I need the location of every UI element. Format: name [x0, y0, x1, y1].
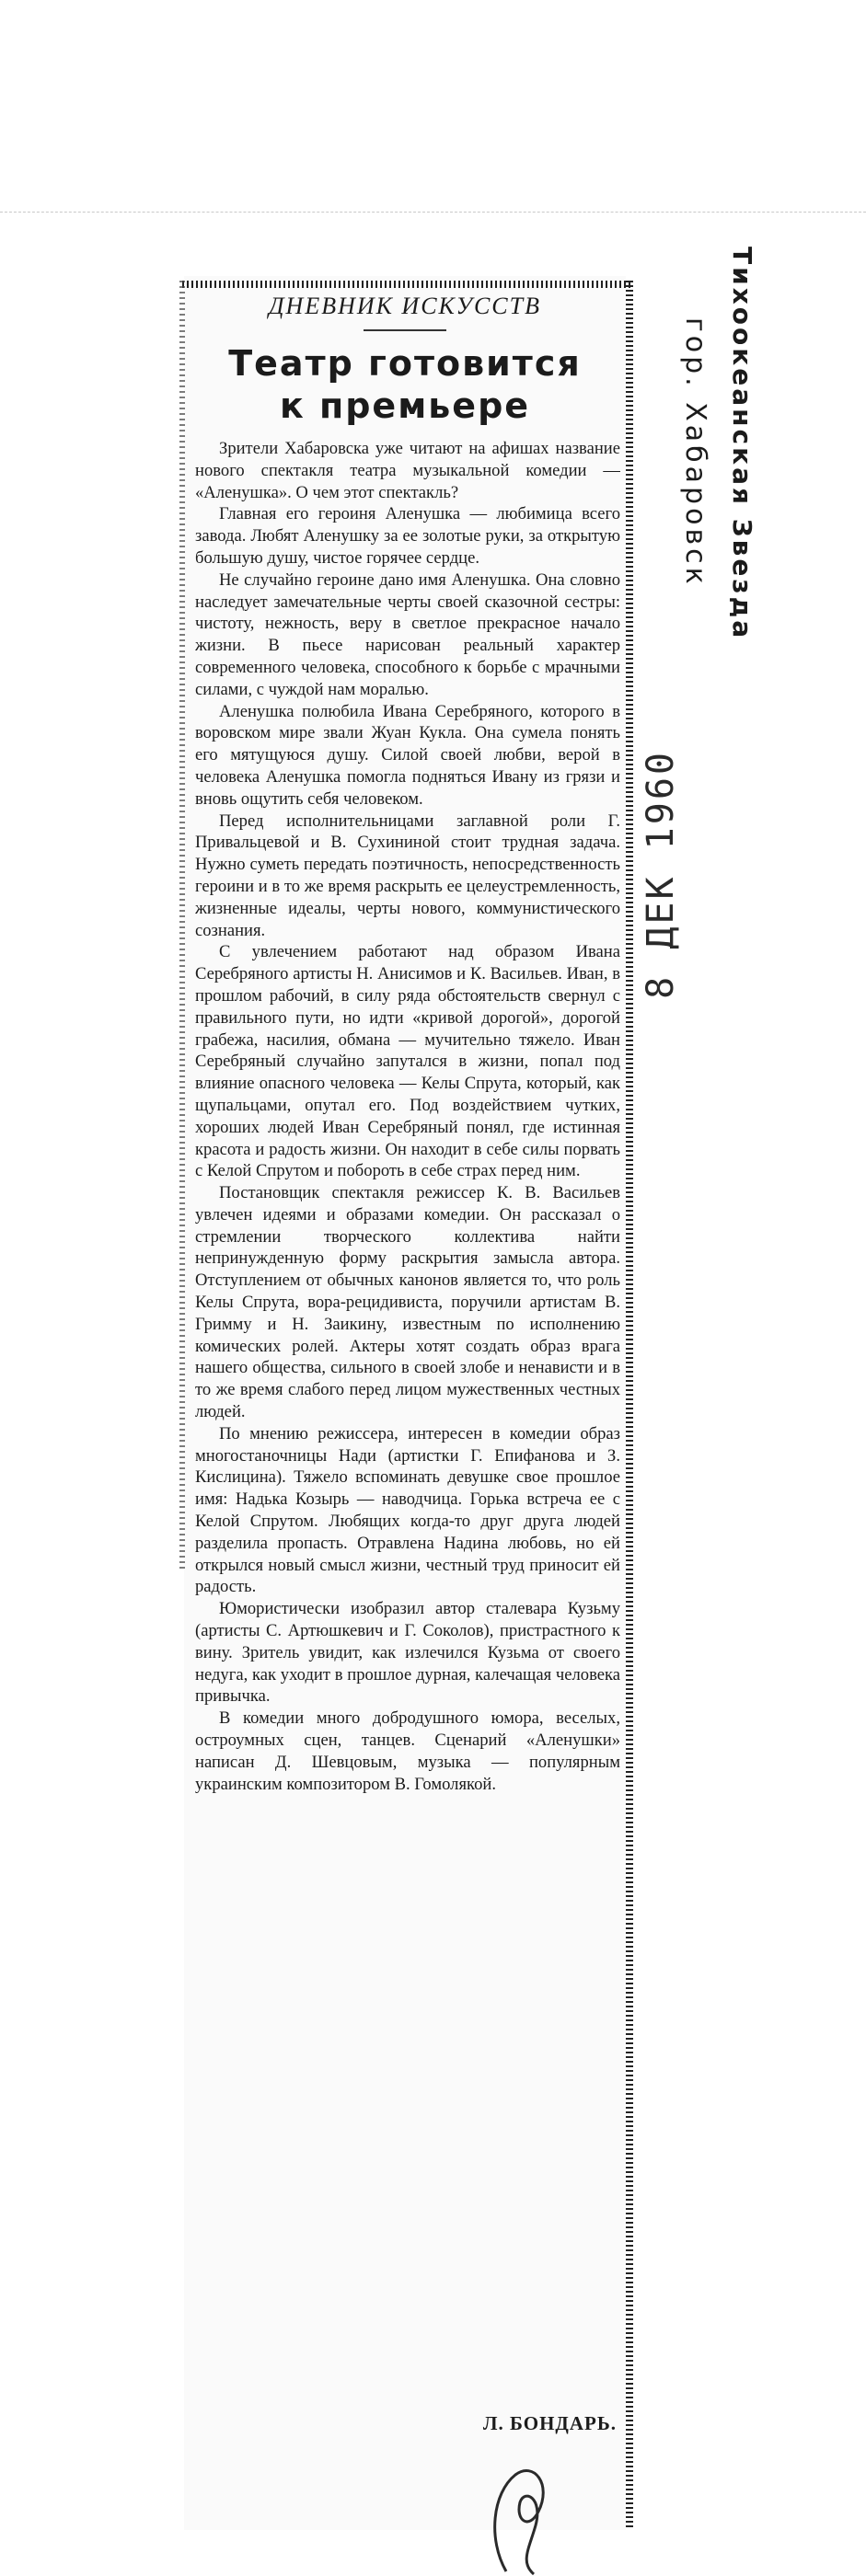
headline-line-2: к премьере: [279, 385, 531, 426]
city-stamp: гор. Хабаровск: [679, 317, 711, 588]
paragraph: По мнению режиссера, интересен в комедии образ многостаночницы Нади (артистки Г. Епифанова и З. Кислицина). Тяжело вспоминать девушке свое прошлое имя: Надька Козырь — наводчица. Горька встреча ее с Келой Спрутом. Любящих когда-то друг друга людей разделила пропасть. Отравлена Надина любовь, но ей открылся новый смысл жизни, честный труд приносит ей радость.: [195, 1423, 620, 1597]
paragraph: С увлечением работают над образом Ивана Серебряного артисты Н. Анисимов и К. Васильев. Иван, в прошлом рабочий, в силу ряда обстоятельств свернул с правильного пути, но идти «кривой дорогой», дорогой грабежа, насилия, обмана — мучительно тяжело. Иван Серебряный случайно запутался в жизни, попал под влияние опасного человека — Келы Спрута, который, как щупальцами, опутал его. Под воздействием чутких, хороших людей Иван Серебряный понял, где истинная красота и радость жизни. Он находит в себе силы порвать с Келой Спрутом и побороть в себе страх перед ним.: [195, 942, 620, 1181]
article-body: [195, 438, 620, 2398]
paragraph: Зрители Хабаровска уже читают на афишах название нового спектакля театра музыкальной комедии — «Аленушка». О чем этот спектакль?: [195, 439, 620, 502]
rubric-title: ДНЕВНИК ИСКУССТВ: [269, 293, 541, 319]
paragraph: Перед исполнительницами заглавной роли Г. Привальцевой и В. Сухининой стоит трудная задача. Нужно суметь передать поэтичность, непосредственность героини и в то же время раскрыть ее целеустремленность, жизненные идеалы, черты нового, коммунистического сознания.: [195, 811, 620, 940]
clipping-border-right: [626, 281, 633, 2530]
paragraph: Не случайно героине дано имя Аленушка. Она словно наследует замечательные черты своей сказочной сестры: чистоту, нежность, веру в светлое прекрасное начало жизни. В пьесе нарисован реальный характер современного человека, способного к борьбе с мрачными силами, с чуждой нам моралью.: [195, 569, 620, 699]
scan-page-edge: [0, 212, 866, 214]
clipping-border-left: [179, 281, 185, 1569]
article-headline: [189, 342, 621, 427]
paragraph: Постановщик спектакля режиссер К. В. Васильев увлечен идеями и образами комедии. Он рассказал о стремлении творческого коллектива найти непринужденную форму раскрытия замысла автора. Отступлением от обычных канонов является то, что роль Келы Спрута, вора-рецидивиста, поручили артистам В. Гримму и Н. Заикину, известным по исполнению комических ролей. Актеры хотят создать образ врага нашего общества, сильного в своей злобе и ненависти и в то же время слабого перед лицом мужественных честных людей.: [195, 1183, 620, 1422]
rubric-divider: [364, 329, 446, 331]
handwritten-mark-icon: [479, 2456, 561, 2576]
date-stamp: 8 ДЕК 1960: [640, 750, 682, 999]
author-signature: Л. БОНДАРЬ.: [482, 2412, 617, 2434]
newspaper-name-stamp: Тихоокеанская Звезда: [727, 247, 757, 641]
headline-line-1: Театр готовится: [228, 343, 582, 384]
paragraph: Главная его героиня Аленушка — любимица всего завода. Любят Аленушку за ее золотые руки, за открытую большую душу, чистое горячее сердце.: [195, 504, 620, 568]
paragraph: Аленушка полюбила Ивана Серебряного, которого в воровском мире звали Жуан Кукла. Она сумела понять его мятущуюся душу. Силой своей любви, верой в человека Аленушка помогла подняться Ивану из грязи и вновь ощутить себя человеком.: [195, 701, 620, 809]
paragraph: Юмористически изобразил автор сталевара Кузьму (артисты С. Артюшкевич и Г. Соколов), пристрастного к вину. Зритель увидит, как излечился Кузьма от своего недуга, как уходит в прошлое дурная, калечащая человека привычка.: [195, 1599, 620, 1707]
clipping-border-top: [182, 281, 633, 288]
paragraph: В комедии много добродушного юмора, веселых, остроумных сцен, танцев. Сценарий «Аленушки» написан Д. Шевцовым, музыка — популярным украинским композитором В. Гомолякой.: [195, 1708, 620, 1794]
